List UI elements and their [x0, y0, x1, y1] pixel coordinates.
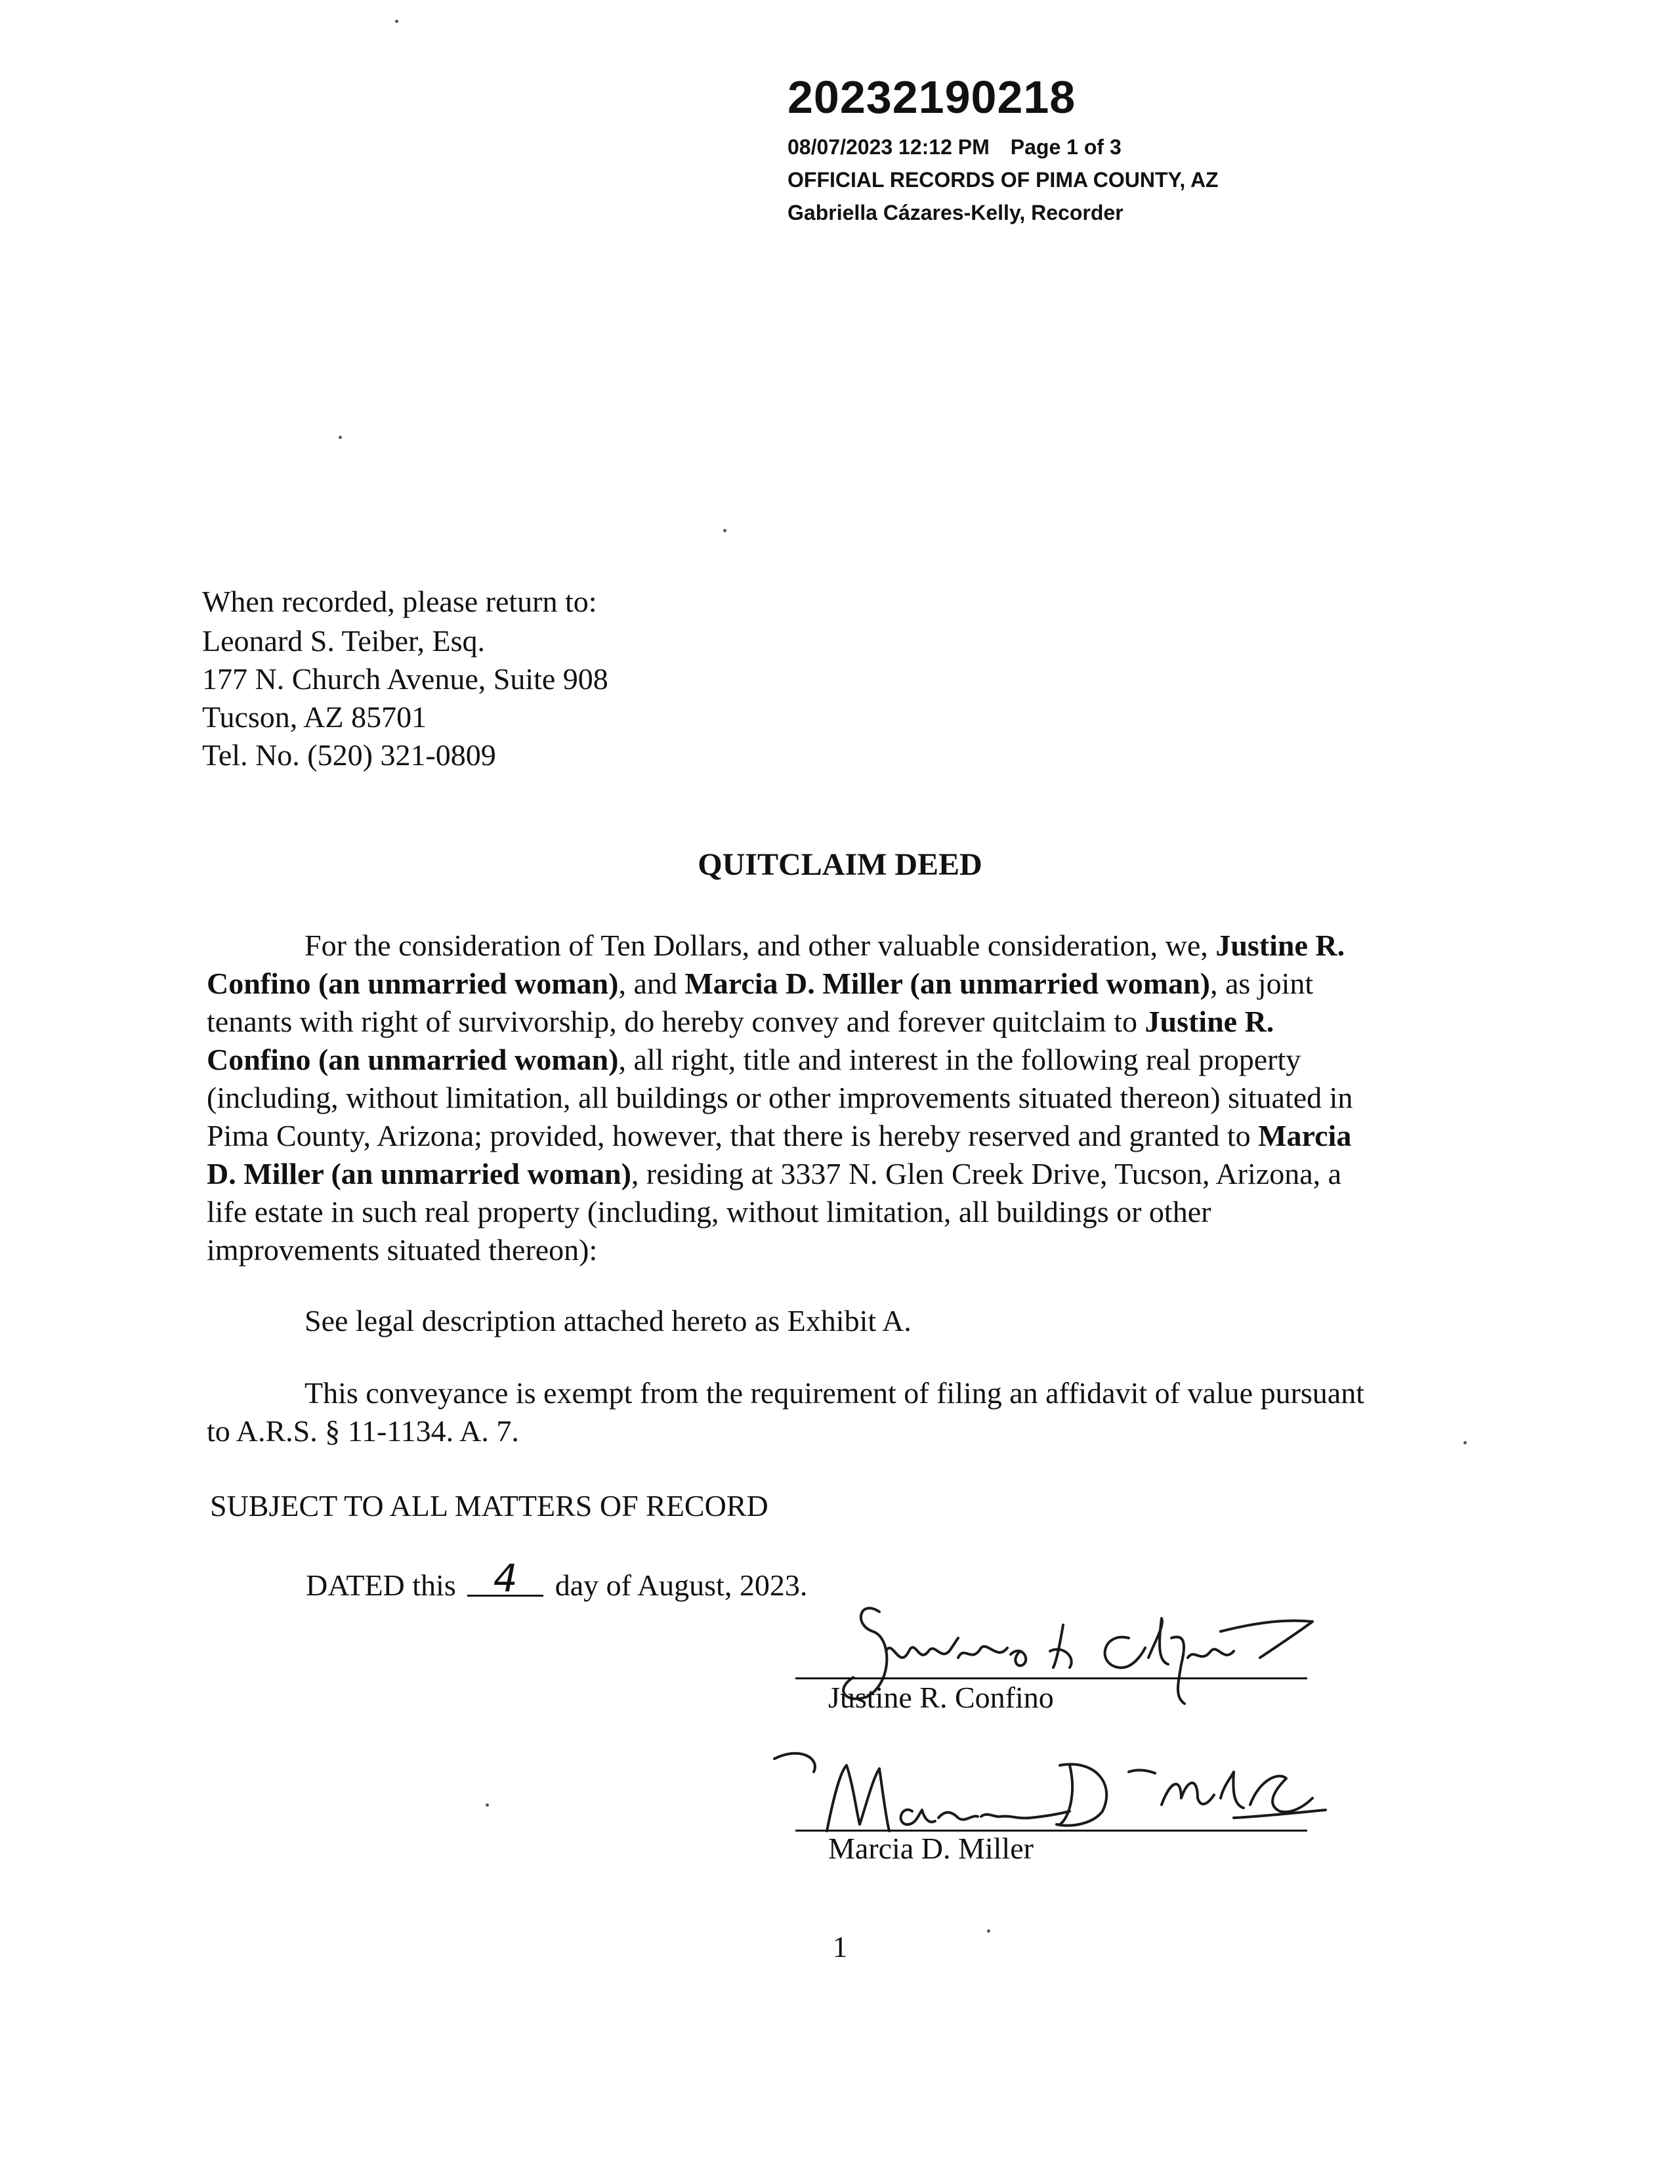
return-street: 177 N. Church Avenue, Suite 908 [202, 662, 608, 696]
body-line [207, 1156, 1341, 1191]
grantor-name: Confino (an unmarried woman) [207, 967, 619, 1000]
dated-day-handwritten: 4 [467, 1562, 543, 1597]
return-city: Tucson, AZ 85701 [202, 700, 427, 734]
body-text: tenants with right of survivorship, do hereby convey and forever quitclaim to [207, 1005, 1145, 1038]
dated-prefix: DATED this [306, 1568, 456, 1602]
signature-marcia-miller [761, 1732, 1339, 1844]
signatory-name: Justine R. Confino [828, 1681, 1054, 1714]
life-estate-holder: Marcia [1258, 1119, 1352, 1152]
page-number: 1 [832, 1930, 848, 1964]
body-line [207, 1004, 1274, 1039]
dated-line [306, 1556, 808, 1603]
body-line [207, 966, 1313, 1001]
grantee-name: Justine R. [1144, 1005, 1274, 1038]
body-text: , and [618, 967, 685, 1000]
scan-speck [1463, 1441, 1467, 1444]
return-name: Leonard S. Teiber, Esq. [202, 624, 485, 658]
scan-speck [339, 436, 342, 439]
recording-datetime: 08/07/2023 12:12 PM [788, 135, 990, 159]
scan-speck [395, 20, 398, 23]
scan-speck [987, 1929, 990, 1933]
body-line [304, 928, 1345, 963]
body-line: (including, without limitation, all buildings or other improvements situated thereon) situated in [207, 1081, 1353, 1114]
exhibit-reference: See legal description attached hereto as Exhibit A. [304, 1304, 912, 1337]
return-phone: Tel. No. (520) 321-0809 [202, 738, 496, 772]
exemption-line: This conveyance is exempt from the requirement of filing an affidavit of value pursuant [304, 1376, 1365, 1410]
grantor-name: Marcia D. Miller (an unmarried woman) [684, 967, 1210, 1000]
body-line: improvements situated thereon): [207, 1233, 598, 1267]
body-text: Pima County, Arizona; provided, however, that there is hereby reserved and granted to [207, 1119, 1259, 1152]
body-text: , all right, title and interest in the following real property [618, 1043, 1301, 1076]
exemption-line: to A.R.S. § 11-1134. A. 7. [207, 1414, 519, 1448]
recorder-name: Gabriella Cázares-Kelly, Recorder [788, 201, 1124, 224]
body-line: life estate in such real property (including, without limitation, all buildings or other [207, 1195, 1211, 1228]
body-text: For the consideration of Ten Dollars, and other valuable consideration, we, [304, 929, 1216, 962]
subject-clause: SUBJECT TO ALL MATTERS OF RECORD [210, 1489, 768, 1522]
body-text: , residing at 3337 N. Glen Creek Drive, Tucson, Arizona, a [631, 1157, 1342, 1190]
recording-office: OFFICIAL RECORDS OF PIMA COUNTY, AZ [788, 168, 1219, 192]
grantee-name: Justine R. [1215, 929, 1345, 962]
grantee-name: Confino (an unmarried woman) [207, 1043, 619, 1076]
deed-title: QUITCLAIM DEED [698, 847, 982, 882]
body-line [207, 1118, 1351, 1153]
scan-speck [723, 529, 726, 532]
recording-number: 20232190218 [788, 72, 1076, 123]
life-estate-holder: D. Miller (an unmarried woman) [207, 1157, 631, 1190]
return-instruction: When recorded, please return to: [202, 585, 597, 618]
signature-line [795, 1677, 1307, 1679]
scan-speck [486, 1803, 489, 1807]
body-line [207, 1042, 1301, 1077]
recording-date-line [788, 135, 1122, 159]
body-text: , as joint [1209, 967, 1314, 1000]
page-count-label: Page 1 of 3 [1010, 135, 1122, 159]
signatory-name: Marcia D. Miller [828, 1832, 1034, 1865]
dated-suffix: day of August, 2023. [555, 1568, 808, 1602]
